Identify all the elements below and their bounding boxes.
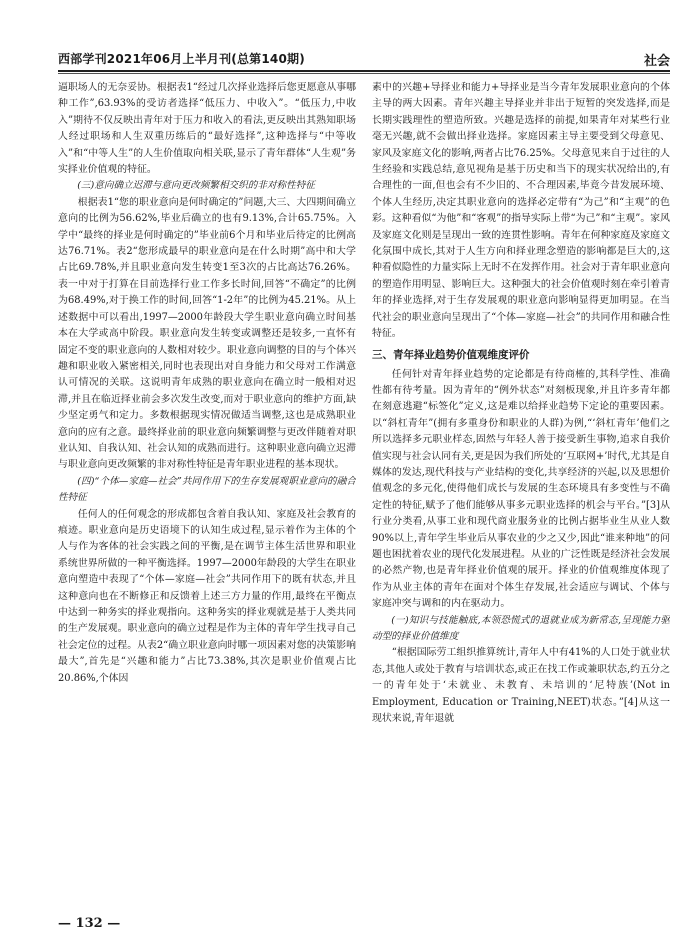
body-paragraph: 根据表1“您的职业意向是何时确定的”问题,大三、大四期间确立意向的比例为56.62%,毕业后确立的也有9.13%,合计65.75%。入学中“最终的择业是何时确定的”毕业前6个月和毕业后待定的比例高达76.71%。表2“您形成最早的职业意向是在什么时期”高中和大学占比69.78%,并且职业意向发生转变1至3次的占比高达76.26%。表一中对于打算在目前选择行业工作多长时间,回答“不确定”的比例为68.49%,对于换工作的时间,回答“1-2年”的比例为45.21%。从上述数据中可以看出,1997—2000年龄段大学生职业意向确立时间基本在大学或高中阶段。职业意向发生转变或调整还是较多,一直怀有固定不变的职业意向的人数相对较少。职业意向调整的目的与个体兴趣和职业收入紧密相关,同时也表现出对自身能力和父母对工作满意认可情况的关联。这说明青年成熟的职业意向在确立时一般相对迟滞,并且在临近择业前会多次发生改变,而对于职业意向的维护方面,缺少坚定勇气和定力。多数根据现实情况做适当调整,这也是成熟职业意向的应有之意。最终择业前的职业意向频繁调整与更改伴随着对职业认知、自我认知、社会认知的成熟而进行。这种职业意向确立迟滞与职业意向更改频繁的非对称性特征是青年职业进程的基本现状。 bbox=[58, 196, 356, 471]
section-label: 社会 bbox=[643, 54, 670, 69]
journal-title: 西部学刊2021年06月上半月刊(总第140期) bbox=[58, 52, 305, 66]
page-number: — 132 — bbox=[58, 916, 121, 931]
subsection-heading: (三)意向确立迟滞与意向更改频繁相交织的非对称性特征 bbox=[77, 180, 315, 192]
subsection-heading: (一)知识与技能触底,本领恐慌式的退就业成为新常态,呈现能力驱动型的择业价值维度 bbox=[372, 614, 670, 642]
running-header bbox=[58, 50, 670, 68]
body-paragraph: 素中的兴趣+导择业和能力+导择业是当今青年发展职业意向的个体主导的两大因素。青年兴趣主导择业并非出于短暂的突发选择,而是长期实践理性的塑造所致。兴趣是选择的前提,如果青年对某些行业毫无兴趣,就不会做出择业选择。家庭因素主导主要受到父母意见、家风及家庭文化的影响,两者占比76.25%。父母意见来自于过往的人生经验和实践总结,意见视角是基于历史和当下的现实状况给出的,有合理性的一面,但也会有不少旧的、不合理因素,毕竟今昔发展环境、个体人生经历,决定其职业意向的选择必定带有“为己”和“主观”的色彩。这种看似“为他”和“客观”的指导实际上带“为己”和“主观”。家风及家庭文化则是呈现出一致的连贯性影响。青年在何种家庭及家庭文化氛围中成长,其对于人生方向和择业理念塑造的影响都是巨大的,这种看似隐性的力量实际上无时不在发挥作用。社会对于青年职业意向的塑造作用明显、影响巨大。这种强大的社会价值观时刻在牵引着青年的择业选择,对于生存发展观的职业意向影响显得更加明显。在当代社会的职业意向呈现出了“个体—家庭—社会”的共同作用和融合性特征。 bbox=[372, 82, 670, 340]
header-rule-thick bbox=[58, 70, 670, 72]
body-paragraph: 逼职场人的无奈妥协。根据表1“经过几次择业选择后您更愿意从事哪种工作”,63.93%的受访者选择“低压力、中收入”。“低压力,中收入”期待不仅反映出青年对于压力和收入的看法,更反映出其熟知职场人经过职场和人生双重历练后的“最好选择”,这种选择与“中等收入”和“中等人生”的人生价值取向相关联,显示了青年群体“人生观”务实择业价值观的特征。 bbox=[58, 82, 356, 176]
left-column bbox=[58, 80, 356, 910]
right-column bbox=[372, 80, 670, 910]
header-rule-thin bbox=[58, 73, 670, 74]
body-paragraph: 任何人的任何观念的形成都包含着自我认知、家庭及社会教育的痕迹。职业意向是历史语境下的认知生成过程,显示着作为主体的个人与作为客体的社会实践之间的平衡,是在调节主体生活世界和职业系统世界所做的一种平衡选择。1997—2000年龄段的大学生在职业意向塑造中表现了“个体—家庭—社会”共同作用下的既有状态,并且这种意向也在不断修正和反馈着上述三方力量的作用,最终在平衡点中达到一种务实的择业观指向。这种务实的择业观就是基于人类共同的生产发展观。职业意向的确立过程是作为主体的青年学生找寻自己社会定位的过程。从表2“确立职业意向时哪一项因素对您的决策影响最大”,首先是“兴趣和能力”占比73.38%,其次是职业价值观占比20.86%,个体因 bbox=[58, 508, 356, 684]
section-heading: 三、青年择业趋势价值观维度评价 bbox=[372, 348, 530, 361]
subsection-heading: (四)“个体—家庭—社会”共同作用下的生存发展观职业意向的融合性特征 bbox=[58, 475, 356, 504]
body-paragraph: 任何针对青年择业趋势的定论都是有待商榷的,其科学性、准确性都有待考量。因为青年的“例外状态”对刻板现象,并且许多青年都在刻意逃避“标签化”定义,这是难以给择业趋势下定论的重要因素。以“斜杠青年”(拥有多重身份和职业的人群)为例,“‘斜杠青年’他们之所以选择多元职业样态,固然与年轻人善于接受新生事物,追求自我价值实现与社会认同有关,更是因为我们所处的‘互联网+’时代,尤其是自媒体的发达,现代科技与产业结构的变化,共享经济的兴起,以及思想价值观念的多元化,使得他们成长与发展的生态环境具有多变性与不确定性的特征,赋予了他们能够从事多元职业选择的机会与平台。”[3]从行业分类看,从事工业和现代商业服务业的比例占据毕业生从业人数90%以上,青年学生毕业后从事农业的少之又少,因此“谁来种地”的问题也困扰着农业的现代化发展进程。从业的广泛性既是经济社会发展的必然产物,也是青年择业价值观的展开。择业的价值观维度体现了作为从业主体的青年在面对个体生存发展,社会适应与调试、个体与家庭冲突与调和的内在驱动力。 bbox=[372, 368, 670, 610]
body-paragraph: “根据国际劳工组织推算统计,青年人中有41%的人口处于就业状态,其他人或处于教育与培训状态,或正在找工作或兼职状态,约五分之一的青年处于‘未就业、未教育、未培训的‘尼特族’(Not in Employment, Education or Training,NEET)状态。”[4]从这一现状来说,青年退就 bbox=[372, 647, 670, 725]
